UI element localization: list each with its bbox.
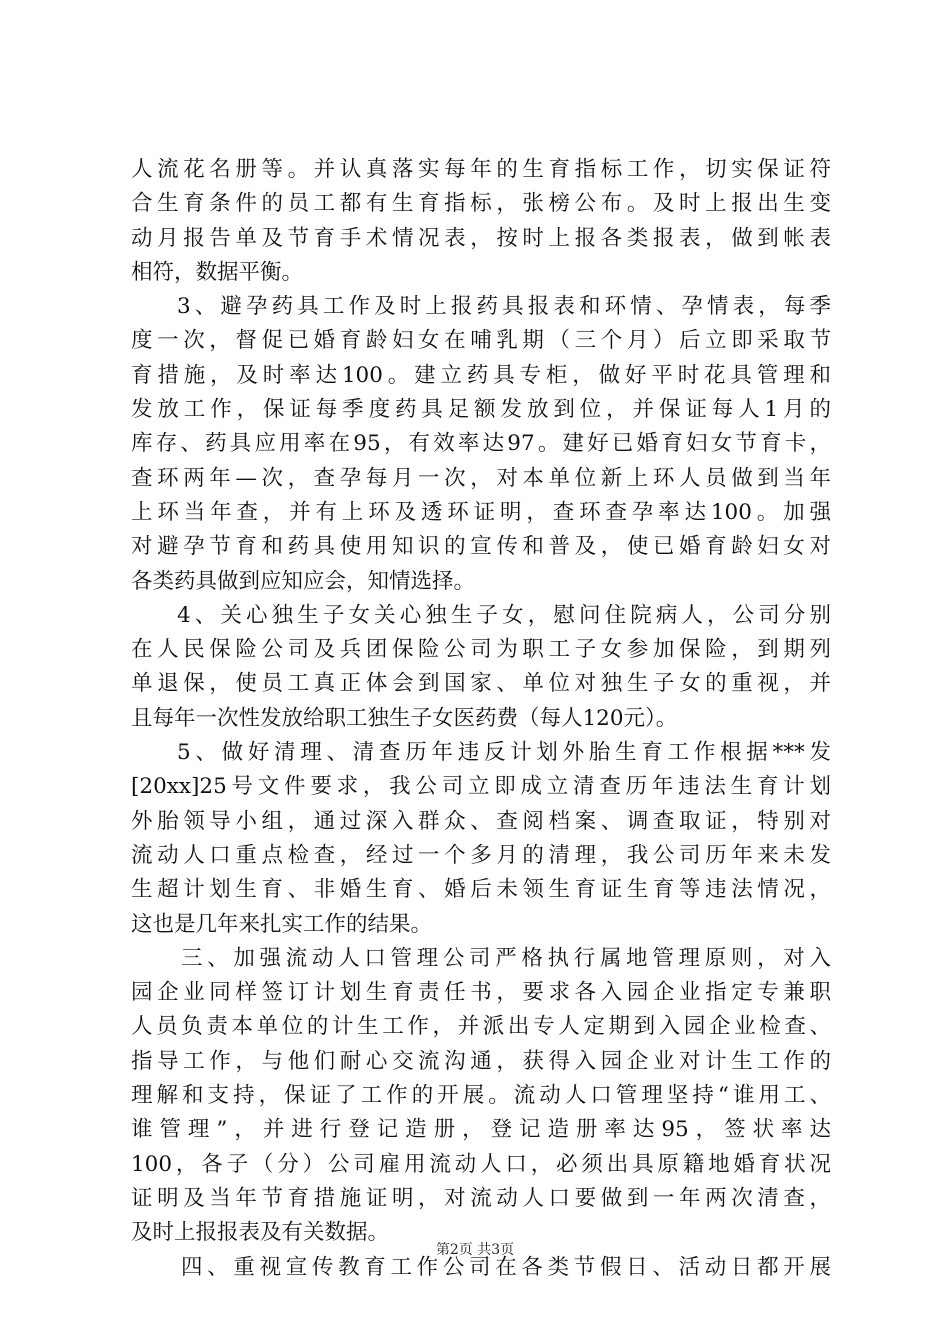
text-line: 四、重视宣传教育工作公司在各类节假日、活动日都开展 xyxy=(181,1254,831,1280)
text-line: 合生育条件的员工都有生育指标，张榜公布。及时上报出生变 xyxy=(131,191,831,217)
text-line: 及时上报报表及有关数据。 xyxy=(131,1220,390,1246)
text-line: 库存、药具应用率在95，有效率达97。建好已婚育妇女节育卡， xyxy=(131,431,831,457)
text-line: 100，各子（分）公司雇用流动人口，必须出具原籍地婚育状况 xyxy=(131,1151,831,1177)
text-line: 5、做好清理、清查历年违反计划外胎生育工作根据***发 xyxy=(177,740,831,766)
text-line: 流动人口重点检查，经过一个多月的清理，我公司历年来未发 xyxy=(131,842,831,868)
text-line: 动月报告单及节育手术情况表，按时上报各类报表，做到帐表 xyxy=(131,225,831,251)
text-line: 4、关心独生子女关心独生子女，慰问住院病人，公司分别 xyxy=(177,602,831,628)
text-line: 证明及当年节育措施证明，对流动人口要做到一年两次清查， xyxy=(131,1185,831,1211)
text-line: 上环当年查，并有上环及透环证明，查环查孕率达100。加强 xyxy=(131,499,831,525)
text-line: 生超计划生育、非婚生育、婚后未领生育证生育等违法情况， xyxy=(131,877,831,903)
text-line: 人流花名册等。并认真落实每年的生育指标工作，切实保证符 xyxy=(131,157,831,182)
text-line: 指导工作，与他们耐心交流沟通，获得入园企业对计生工作的 xyxy=(131,1048,831,1074)
text-line: 发放工作，保证每季度药具足额发放到位，并保证每人1月的 xyxy=(131,397,831,423)
text-line: 3、避孕药具工作及时上报药具报表和环情、孕情表，每季 xyxy=(177,294,831,320)
text-line: 对避孕节育和药具使用知识的宣传和普及，使已婚育龄妇女对 xyxy=(131,534,831,560)
text-line: 三、加强流动人口管理公司严格执行属地管理原则，对入 xyxy=(181,945,831,971)
text-line: 人员负责本单位的计生工作，并派出专人定期到入园企业检查、 xyxy=(131,1014,831,1040)
text-line: 园企业同样签订计划生育责任书，要求各入园企业指定专兼职 xyxy=(131,980,831,1006)
text-line: 各类药具做到应知应会，知情选择。 xyxy=(131,568,476,594)
document-body xyxy=(131,153,831,1285)
text-line: 在人民保险公司及兵团保险公司为职工子女参加保险，到期列 xyxy=(131,637,831,663)
text-line: [20xx]25号文件要求，我公司立即成立清查历年违法生育计划 xyxy=(131,774,831,800)
text-line: 育措施，及时率达100。建立药具专柜，做好平时花具管理和 xyxy=(131,362,831,388)
text-line: 单退保，使员工真正体会到国家、单位对独生子女的重视，并 xyxy=(131,671,831,697)
text-line: 外胎领导小组，通过深入群众、查阅档案、调查取证，特别对 xyxy=(131,808,831,834)
text-line: 相符，数据平衡。 xyxy=(131,259,304,285)
text-line: 谁管理”，并进行登记造册，登记造册率达95，签状率达 xyxy=(131,1117,831,1143)
text-line: 理解和支持，保证了工作的开展。流动人口管理坚持“谁用工、 xyxy=(131,1083,831,1109)
text-line: 这也是几年来扎实工作的结果。 xyxy=(131,911,433,937)
text-line: 度一次，督促已婚育龄妇女在哺乳期（三个月）后立即采取节 xyxy=(131,328,831,354)
page-number-footer: 第2页 共3页 xyxy=(435,1242,515,1258)
text-line: 查环两年—次，查孕每月一次，对本单位新上环人员做到当年 xyxy=(131,465,831,491)
text-line: 且每年一次性发放给职工独生子女医药费（每人120元）。 xyxy=(131,705,678,731)
